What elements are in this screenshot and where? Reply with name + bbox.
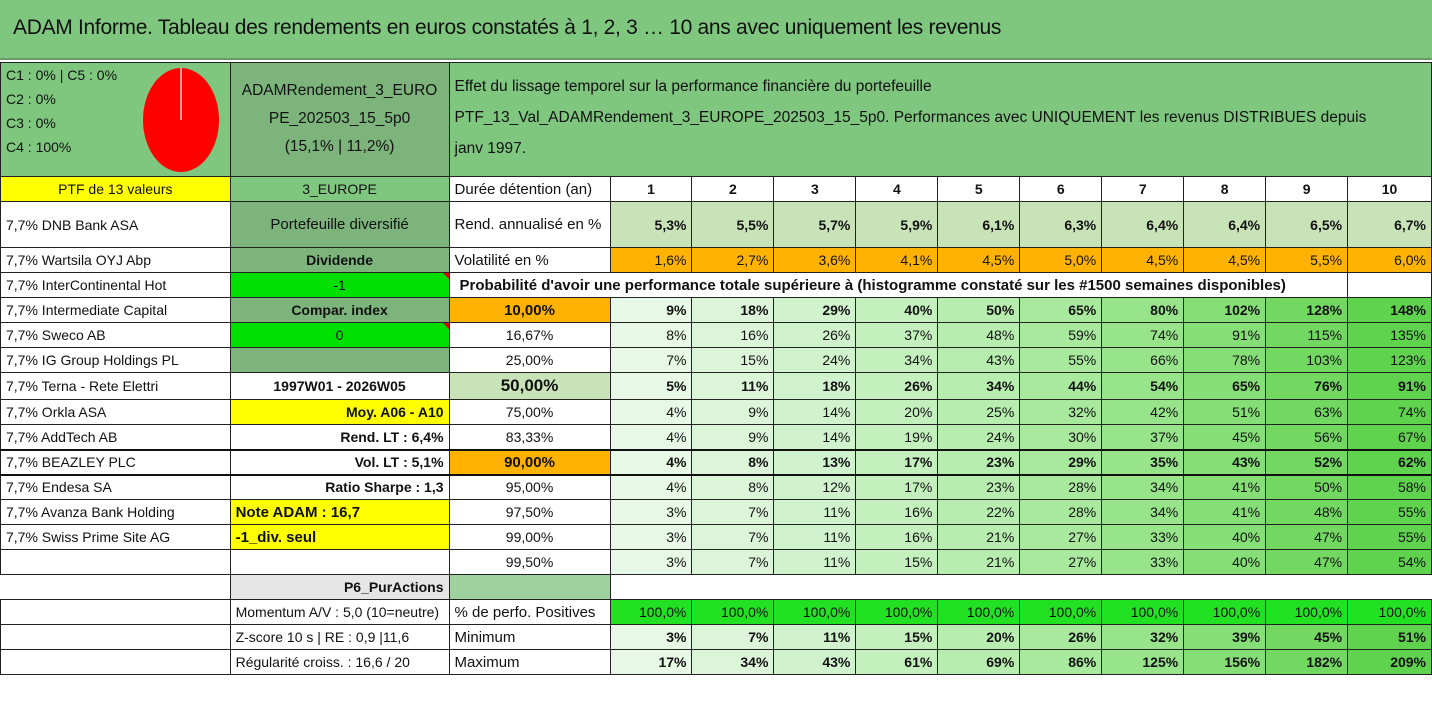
proba-cell[interactable]: 4% [610,400,692,425]
report-title-bar [0,0,1432,60]
proba-cell[interactable]: 19% [856,425,938,450]
vol-value[interactable]: 2,7% [692,248,774,273]
proba-cell[interactable]: 3% [610,525,692,550]
zone-label[interactable]: 3_EUROPE [230,177,449,202]
proba-cell[interactable]: 78% [1184,348,1266,373]
year-header[interactable]: 4 [856,177,938,202]
positives-value[interactable]: 100,0% [938,600,1020,625]
maximum-label[interactable]: Maximum [449,650,610,675]
proba-threshold[interactable]: 25,00% [449,348,610,373]
proba-cell[interactable]: 34% [938,373,1020,400]
proba-threshold[interactable]: 16,67% [449,323,610,348]
long-term-volatility[interactable]: Vol. LT : 5,1% [230,450,449,475]
ptf-count[interactable]: PTF de 13 valeurs [1,177,231,202]
holding-cell[interactable]: 7,7% Endesa SA [1,475,231,500]
maximum-value[interactable]: 209% [1348,650,1432,675]
vol-label[interactable]: Volatilité en % [449,248,610,273]
proba-cell[interactable]: 3% [610,500,692,525]
proba-cell[interactable]: 7% [692,525,774,550]
vol-value[interactable]: 3,6% [774,248,856,273]
proba-cell[interactable]: 74% [1348,400,1432,425]
allocation-pie-chart [141,65,221,175]
maximum-value[interactable]: 43% [774,650,856,675]
proba-cell[interactable]: 40% [856,298,938,323]
proba-cell[interactable]: 16% [856,525,938,550]
category-c1-c5: C1 : 0% | C5 : 0% [6,67,118,83]
proba-cell[interactable]: 103% [1266,348,1348,373]
proba-cell[interactable]: 37% [856,323,938,348]
holding-cell[interactable]: 7,7% InterContinental Hot [1,273,231,298]
proba-cell[interactable]: 67% [1348,425,1432,450]
compar-index-text: 0 [335,327,344,343]
minimum-value[interactable]: 15% [856,625,938,650]
category-c2: C2 : 0% [6,91,56,107]
period-label[interactable]: 1997W01 - 2026W05 [230,373,449,400]
maximum-value[interactable]: 156% [1184,650,1266,675]
vol-value[interactable]: 4,5% [1102,248,1184,273]
proba-cell[interactable]: 54% [1102,373,1184,400]
category-c3: C3 : 0% [6,115,56,131]
proba-cell[interactable]: 21% [938,525,1020,550]
dividend-label[interactable]: Dividende [230,248,449,273]
year-header[interactable]: 8 [1184,177,1266,202]
proba-cell[interactable]: 34% [856,348,938,373]
proba-cell[interactable]: 9% [692,400,774,425]
proba-cell[interactable]: 15% [856,550,938,575]
proba-cell[interactable]: 58% [1348,475,1432,500]
positives-value[interactable]: 100,0% [856,600,938,625]
positives-value[interactable]: 100,0% [692,600,774,625]
empty-cell[interactable] [230,550,449,575]
proba-threshold[interactable]: 99,50% [449,550,610,575]
dividend-option-value[interactable] [230,273,449,298]
proba-cell[interactable]: 11% [774,500,856,525]
proba-cell[interactable]: 42% [1102,400,1184,425]
minimum-value[interactable]: 32% [1102,625,1184,650]
proba-cell[interactable]: 22% [938,500,1020,525]
proba-cell[interactable]: 47% [1266,550,1348,575]
proba-cell[interactable]: 43% [938,348,1020,373]
proba-cell[interactable]: 7% [610,348,692,373]
proba-cell[interactable]: 26% [774,323,856,348]
rend-value[interactable]: 6,5% [1266,202,1348,248]
proba-cell[interactable]: 7% [692,500,774,525]
rend-value[interactable]: 5,7% [774,202,856,248]
proba-cell[interactable]: 51% [1184,400,1266,425]
proba-cell[interactable]: 55% [1348,525,1432,550]
proba-cell[interactable]: 20% [856,400,938,425]
minimum-value[interactable]: 45% [1266,625,1348,650]
positives-value[interactable]: 100,0% [1184,600,1266,625]
minimum-value[interactable]: 3% [610,625,692,650]
proba-threshold[interactable]: 97,50% [449,500,610,525]
proba-cell[interactable]: 8% [692,475,774,500]
proba-cell[interactable]: 14% [774,425,856,450]
proba-cell[interactable]: 8% [692,450,774,475]
rend-value[interactable]: 5,5% [692,202,774,248]
minimum-value[interactable]: 7% [692,625,774,650]
proba-cell[interactable]: 5% [610,373,692,400]
proba-threshold[interactable]: 83,33% [449,425,610,450]
proba-cell[interactable]: 66% [1102,348,1184,373]
proba-cell[interactable]: 123% [1348,348,1432,373]
proba-cell[interactable]: 11% [692,373,774,400]
empty-cell[interactable] [1,625,231,650]
rend-value[interactable]: 6,3% [1020,202,1102,248]
minimum-value[interactable]: 51% [1348,625,1432,650]
empty-cell[interactable] [1,550,231,575]
empty-cell[interactable] [1348,273,1432,298]
proba-cell[interactable]: 65% [1020,298,1102,323]
compar-index-value[interactable] [230,323,449,348]
maximum-value[interactable]: 34% [692,650,774,675]
proba-cell[interactable]: 62% [1348,450,1432,475]
rend-value[interactable]: 6,4% [1102,202,1184,248]
proba-cell[interactable]: 37% [1102,425,1184,450]
proba-cell[interactable]: 26% [856,373,938,400]
vol-value[interactable]: 4,5% [1184,248,1266,273]
holding-cell[interactable]: 7,7% Sweco AB [1,323,231,348]
momentum-label[interactable]: Momentum A/V : 5,0 (10=neutre) [230,600,449,625]
proba-cell[interactable]: 14% [774,400,856,425]
proba-cell[interactable]: 12% [774,475,856,500]
maximum-value[interactable]: 182% [1266,650,1348,675]
holding-cell[interactable]: 7,7% AddTech AB [1,425,231,450]
proba-cell[interactable]: 9% [610,298,692,323]
proba-cell[interactable]: 9% [692,425,774,450]
proba-cell[interactable]: 3% [610,550,692,575]
long-term-return[interactable]: Rend. LT : 6,4% [230,425,449,450]
maximum-value[interactable]: 125% [1102,650,1184,675]
proba-cell[interactable]: 55% [1348,500,1432,525]
rend-value[interactable]: 5,9% [856,202,938,248]
adam-score[interactable]: Note ADAM : 16,7 [230,500,449,525]
maximum-value[interactable]: 86% [1020,650,1102,675]
proba-cell[interactable]: 28% [1020,475,1102,500]
proba-cell[interactable]: 33% [1102,525,1184,550]
holding-cell[interactable]: 7,7% DNB Bank ASA [1,202,231,248]
dividend-only-label[interactable]: -1_div. seul [230,525,449,550]
holding-cell[interactable]: 7,7% Wartsila OYJ Abp [1,248,231,273]
vol-value[interactable]: 6,0% [1348,248,1432,273]
year-header[interactable]: 3 [774,177,856,202]
proba-cell[interactable]: 50% [938,298,1020,323]
holding-cell[interactable]: 7,7% Terna - Rete Elettri [1,373,231,400]
description-line1: Effet du lissage temporel sur la performance financière du portefeuille [454,78,932,95]
fund-name-line1: ADAMRendement_3_EURO [241,82,438,99]
proba-cell[interactable]: 4% [610,475,692,500]
proba-cell[interactable]: 23% [938,475,1020,500]
proba-cell[interactable]: 23% [938,450,1020,475]
proba-cell[interactable]: 17% [856,475,938,500]
minimum-value[interactable]: 39% [1184,625,1266,650]
rend-value[interactable]: 6,4% [1184,202,1266,248]
positives-value[interactable]: 100,0% [1102,600,1184,625]
empty-cell[interactable] [610,575,1431,600]
probability-title[interactable]: Probabilité d'avoir une performance totale supérieure à (histogramme constaté sur les #1500 semaines disponibles) [449,273,1348,298]
proba-cell[interactable]: 102% [1184,298,1266,323]
proba-cell[interactable]: 41% [1184,475,1266,500]
proba-cell[interactable]: 4% [610,450,692,475]
proba-cell[interactable]: 115% [1266,323,1348,348]
regularity-label[interactable]: Régularité croiss. : 16,6 / 20 [230,650,449,675]
description-line2: PTF_13_Val_ADAMRendement_3_EUROPE_202503_15_5p0. Performances avec UNIQUEMENT les revenus DISTRIBUES depuis [454,109,1367,126]
holding-cell[interactable]: 7,7% Avanza Bank Holding [1,500,231,525]
maximum-value[interactable]: 17% [610,650,692,675]
maximum-value[interactable]: 61% [856,650,938,675]
empty-side-cell[interactable] [230,348,449,373]
proba-cell[interactable]: 25% [938,400,1020,425]
proba-cell[interactable]: 80% [1102,298,1184,323]
proba-cell[interactable]: 32% [1020,400,1102,425]
proba-cell[interactable]: 40% [1184,550,1266,575]
positives-label[interactable]: % de perfo. Positives [449,600,610,625]
proba-cell[interactable]: 8% [610,323,692,348]
proba-cell[interactable]: 65% [1184,373,1266,400]
rend-value[interactable]: 6,1% [938,202,1020,248]
holding-cell[interactable]: 7,7% Orkla ASA [1,400,231,425]
portfolio-type[interactable]: Portefeuille diversifié [230,202,449,248]
proba-cell[interactable]: 27% [1020,525,1102,550]
holding-cell[interactable]: 7,7% Swiss Prime Site AG [1,525,231,550]
proba-cell[interactable]: 18% [692,298,774,323]
proba-cell[interactable]: 29% [774,298,856,323]
year-header[interactable]: 6 [1020,177,1102,202]
proba-cell[interactable]: 7% [692,550,774,575]
proba-cell[interactable]: 128% [1266,298,1348,323]
description-cell[interactable] [449,63,1431,177]
dividend-option-text: -1 [333,277,346,293]
minimum-value[interactable]: 26% [1020,625,1102,650]
proba-cell[interactable]: 41% [1184,500,1266,525]
compar-index-label[interactable]: Compar. index [230,298,449,323]
average-label[interactable]: Moy. A06 - A10 [230,400,449,425]
positives-value[interactable]: 100,0% [610,600,692,625]
vol-value[interactable]: 1,6% [610,248,692,273]
holding-cell[interactable]: 7,7% Intermediate Capital [1,298,231,323]
year-header[interactable]: 9 [1266,177,1348,202]
proba-cell[interactable]: 11% [774,525,856,550]
vol-value[interactable]: 4,1% [856,248,938,273]
category-c4: C4 : 100% [6,139,72,155]
zscore-label[interactable]: Z-score 10 s | RE : 0,9 |11,6 [230,625,449,650]
proba-cell[interactable]: 24% [938,425,1020,450]
year-header[interactable]: 1 [610,177,692,202]
duration-label[interactable]: Durée détention (an) [449,177,610,202]
proba-cell[interactable]: 16% [856,500,938,525]
proba-cell[interactable]: 16% [692,323,774,348]
proba-cell[interactable]: 91% [1348,373,1432,400]
proba-cell[interactable]: 74% [1102,323,1184,348]
proba-cell[interactable]: 35% [1102,450,1184,475]
positives-value[interactable]: 100,0% [774,600,856,625]
proba-cell[interactable]: 48% [1266,500,1348,525]
proba-cell[interactable]: 17% [856,450,938,475]
holding-cell[interactable]: 7,7% BEAZLEY PLC [1,450,231,475]
proba-cell[interactable]: 21% [938,550,1020,575]
empty-cell[interactable] [1,575,231,600]
proba-cell[interactable]: 43% [1184,450,1266,475]
proba-threshold-median[interactable]: 50,00% [449,373,610,400]
proba-threshold[interactable]: 99,00% [449,525,610,550]
year-header[interactable]: 10 [1348,177,1432,202]
positives-value[interactable]: 100,0% [1348,600,1432,625]
rend-value[interactable]: 6,7% [1348,202,1432,248]
proba-threshold[interactable]: 75,00% [449,400,610,425]
rend-label[interactable]: Rend. annualisé en % [449,202,610,248]
proba-threshold[interactable]: 95,00% [449,475,610,500]
proba-cell[interactable]: 135% [1348,323,1432,348]
vol-value[interactable]: 5,5% [1266,248,1348,273]
strategy-label[interactable]: P6_PurActions [230,575,449,600]
report-title: ADAM Informe. Tableau des rendements en euros constatés à 1, 2, 3 … 10 ans avec uniquement les revenus [13,16,1002,39]
fund-stats: (15,1% | 11,2%) [284,138,395,155]
minimum-label[interactable]: Minimum [449,625,610,650]
proba-cell[interactable]: 63% [1266,400,1348,425]
proba-threshold[interactable]: 90,00% [449,450,610,475]
proba-cell[interactable]: 148% [1348,298,1432,323]
minimum-value[interactable]: 20% [938,625,1020,650]
empty-cell[interactable] [1,650,231,675]
maximum-value[interactable]: 69% [938,650,1020,675]
proba-cell[interactable]: 76% [1266,373,1348,400]
proba-cell[interactable]: 18% [774,373,856,400]
fund-name-line2: PE_202503_15_5p0 [268,110,411,127]
empty-cell[interactable] [1,600,231,625]
vol-value[interactable]: 5,0% [1020,248,1102,273]
fund-cell[interactable] [230,63,449,177]
proba-cell[interactable]: 15% [692,348,774,373]
year-header[interactable]: 7 [1102,177,1184,202]
year-header[interactable]: 2 [692,177,774,202]
proba-cell[interactable]: 54% [1348,550,1432,575]
proba-cell[interactable]: 52% [1266,450,1348,475]
proba-cell[interactable]: 55% [1020,348,1102,373]
proba-cell[interactable]: 11% [774,550,856,575]
proba-cell[interactable]: 27% [1020,550,1102,575]
proba-cell[interactable]: 40% [1184,525,1266,550]
proba-cell[interactable]: 33% [1102,550,1184,575]
proba-cell[interactable]: 48% [938,323,1020,348]
comment-marker-icon [443,323,449,329]
proba-cell[interactable]: 91% [1184,323,1266,348]
rend-value[interactable]: 5,3% [610,202,692,248]
proba-cell[interactable]: 30% [1020,425,1102,450]
vol-value[interactable]: 4,5% [938,248,1020,273]
proba-cell[interactable]: 59% [1020,323,1102,348]
proba-cell[interactable]: 44% [1020,373,1102,400]
description-line3: janv 1997. [454,140,527,157]
sharpe-ratio[interactable]: Ratio Sharpe : 1,3 [230,475,449,500]
proba-cell[interactable]: 24% [774,348,856,373]
holding-cell[interactable]: 7,7% IG Group Holdings PL [1,348,231,373]
comment-marker-icon [443,273,449,279]
proba-cell[interactable]: 4% [610,425,692,450]
positives-value[interactable]: 100,0% [1020,600,1102,625]
proba-cell[interactable]: 34% [1102,475,1184,500]
proba-cell[interactable]: 47% [1266,525,1348,550]
proba-cell[interactable]: 45% [1184,425,1266,450]
minimum-value[interactable]: 11% [774,625,856,650]
year-header[interactable]: 5 [938,177,1020,202]
proba-cell[interactable]: 13% [774,450,856,475]
proba-cell[interactable]: 29% [1020,450,1102,475]
proba-cell[interactable]: 50% [1266,475,1348,500]
empty-green-cell[interactable] [449,575,610,600]
proba-threshold[interactable]: 10,00% [449,298,610,323]
proba-cell[interactable]: 56% [1266,425,1348,450]
positives-value[interactable]: 100,0% [1266,600,1348,625]
proba-cell[interactable]: 34% [1102,500,1184,525]
proba-cell[interactable]: 28% [1020,500,1102,525]
